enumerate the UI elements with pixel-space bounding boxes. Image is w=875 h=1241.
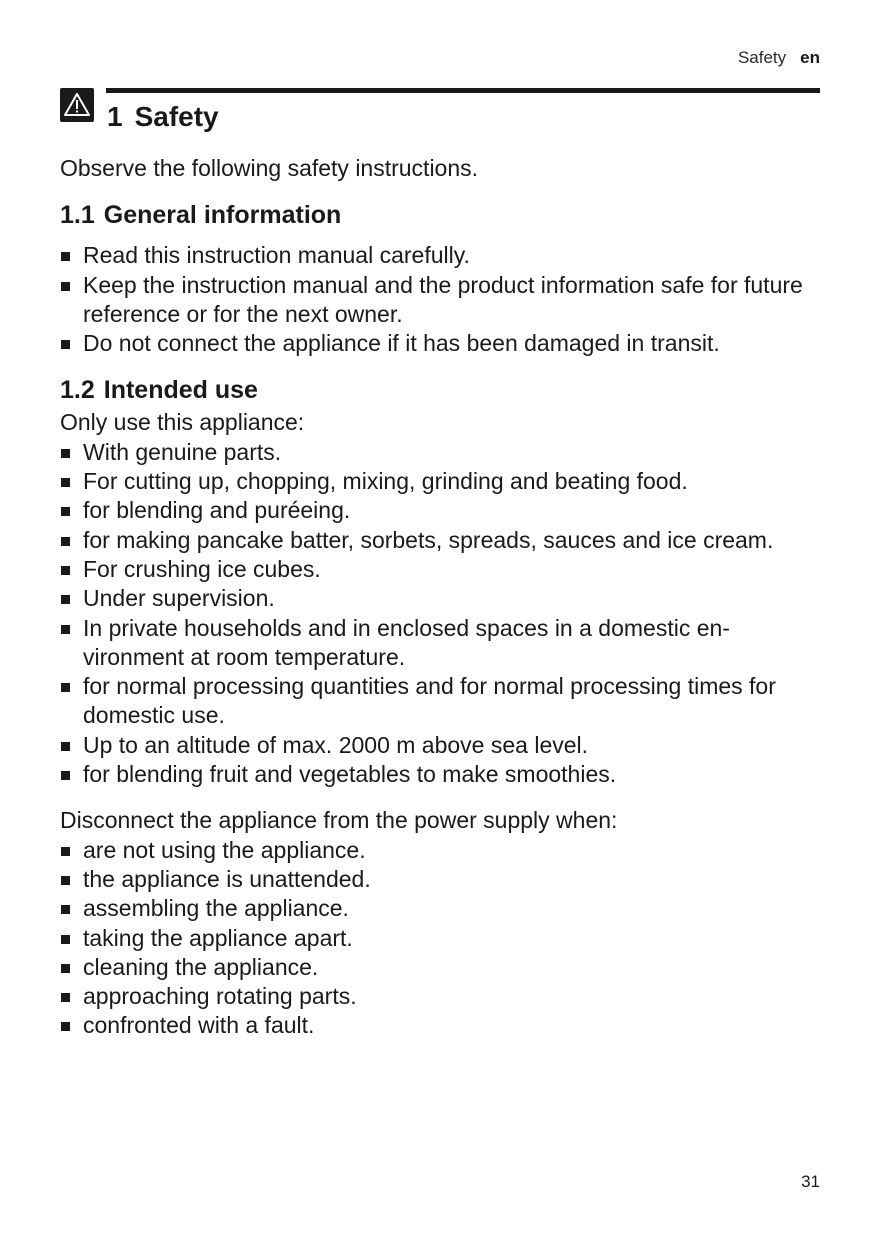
list-item: In private households and in enclosed spaces in a domestic environment at room temperature. (60, 614, 820, 673)
list-item: for blending and puréeing. (60, 496, 820, 525)
chapter-title (107, 101, 219, 133)
section-heading-intended-use (60, 375, 820, 405)
list-item: Read this instruction manual carefully. (60, 241, 820, 270)
list-item: Up to an altitude of max. 2000 m above sea level. (60, 731, 820, 760)
list-item: Under supervision. (60, 584, 820, 613)
general-information-list (60, 241, 820, 358)
list-item: are not using the appliance. (60, 836, 820, 865)
header-language-code: en (800, 48, 820, 67)
chapter-heading (60, 88, 820, 136)
list-item: for blending fruit and vegetables to make smoothies. (60, 760, 820, 789)
page-content (60, 154, 820, 1041)
section-title: General information (103, 201, 342, 230)
chapter-rule (106, 88, 820, 93)
intro-paragraph: Observe the following safety instructions. (60, 155, 479, 181)
list-item: for making pancake batter, sorbets, spreads, sauces and ice cream. (60, 526, 820, 555)
page-number: 31 (801, 1172, 820, 1191)
list-item: For crushing ice cubes. (60, 555, 820, 584)
intended-use-list (60, 438, 820, 790)
list-item: the appliance is unattended. (60, 865, 820, 894)
section-heading-general-information (60, 200, 820, 230)
list-item: For cutting up, chopping, mixing, grinding and beating food. (60, 467, 820, 496)
disconnect-list (60, 836, 820, 1041)
section-number: 1.2 (60, 376, 95, 405)
header-section-label: Safety (737, 48, 787, 67)
list-item: taking the appliance apart. (60, 924, 820, 953)
section-title: Intended use (103, 376, 258, 405)
running-header (738, 48, 820, 68)
chapter-title-text: Safety (134, 101, 219, 132)
list-item: for normal processing quantities and for normal processing times for domestic use. (60, 672, 820, 731)
list-item: Do not connect the appliance if it has been damaged in transit. (60, 329, 820, 358)
list-item: assembling the appliance. (60, 894, 820, 923)
section-number: 1.1 (60, 201, 95, 230)
warning-triangle-icon (60, 88, 94, 122)
list-item: confronted with a fault. (60, 1011, 820, 1040)
disconnect-lead: Disconnect the appliance from the power supply when: (60, 807, 618, 834)
intended-use-lead: Only use this appliance: (60, 409, 305, 436)
list-item: Keep the instruction manual and the product information safe for future reference or for the next owner. (60, 271, 820, 330)
list-item: With genuine parts. (60, 438, 820, 467)
list-item: cleaning the appliance. (60, 953, 820, 982)
chapter-number: 1 (107, 101, 123, 132)
list-item: approaching rotating parts. (60, 982, 820, 1011)
